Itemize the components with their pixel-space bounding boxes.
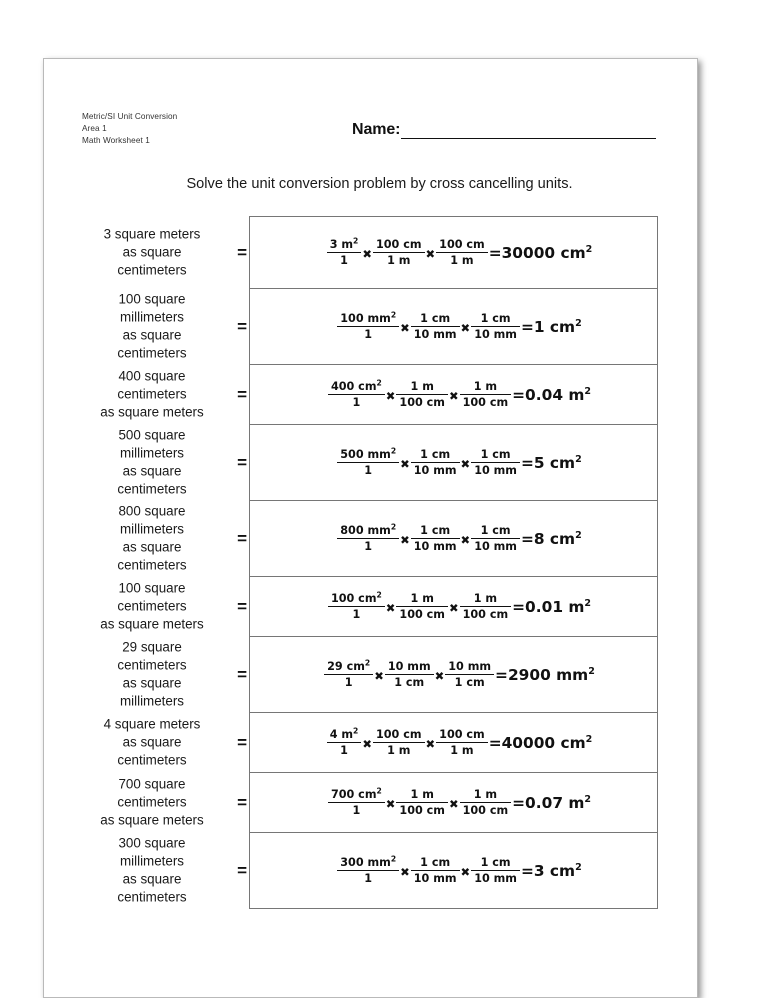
multiply-icon: ✖ [425,246,436,261]
multiply-icon: ✖ [400,456,410,471]
instruction-text: Solve the unit conversion problem by cross cancelling units. [186,176,573,192]
conversion-fraction [396,592,448,621]
fraction-denominator: 1 [344,676,353,689]
problem-row [117,289,657,365]
problem-prompt-line: as square [122,244,182,260]
conversion-fraction [445,660,494,689]
fraction-numerator-text: 700 cm [330,787,377,801]
fraction-denominator: 100 cm [462,396,509,409]
fraction-numerator-text: 1 cm [480,311,511,325]
fraction-numerator-text: 1 m [473,591,498,605]
conversion-result-exponent: 2 [588,665,595,677]
problem-prompt [77,775,227,830]
fraction-numerator [337,856,399,870]
conversion-result-text: =0.01 m [512,597,585,616]
fraction-numerator [417,856,453,870]
fraction-denominator: 1 [364,328,373,341]
fraction-numerator-text: 800 mm [340,523,391,537]
fraction-numerator-text: 29 cm [327,659,365,673]
conversion-result-text: =1 cm [520,317,576,336]
conversion-fraction [411,448,460,477]
conversion-equation [328,592,591,621]
fraction-numerator-text: 1 cm [420,447,451,461]
conversion-result-text: =40000 cm [488,733,586,752]
problem-prompt [77,834,227,907]
fraction-numerator [471,788,500,802]
multiply-icon: ✖ [362,736,372,751]
fraction-denominator: 1 [352,608,361,621]
problem-prompt-line: centimeters [117,557,187,573]
conversion-equation [337,448,581,477]
problem-prompt-line: as square meters [100,616,204,632]
conversion-result-exponent: 2 [575,453,582,465]
fraction-numerator-text: 300 mm [340,855,391,869]
fraction-numerator [324,660,373,674]
conversion-result-exponent: 2 [575,529,582,541]
conversion-result-text: =8 cm [520,529,576,548]
fraction-numerator-text: 100 mm [340,311,391,325]
conversion-equation [324,660,595,689]
fraction-numerator-text: 1 m [410,379,434,393]
problem-prompt-line: 400 square [118,368,186,384]
fraction-numerator [408,592,437,606]
fraction-numerator [373,238,425,252]
multiply-icon: ✖ [374,668,384,683]
fraction-numerator [328,380,385,394]
conversion-fraction [327,238,362,267]
conversion-result [512,386,591,404]
fraction-denominator: 10 mm [413,464,457,477]
fraction-numerator [337,448,399,462]
conversion-result-text: =0.04 m [512,385,585,404]
multiply-icon: ✖ [448,600,459,615]
conversion-fraction [411,524,460,553]
fraction-numerator-text: 100 cm [439,237,485,251]
problem-prompt-line: 100 square [118,580,186,596]
equals-sign: = [237,316,247,336]
fraction-numerator [445,660,494,674]
multiply-icon: ✖ [385,796,396,811]
conversion-fraction [411,312,460,341]
fraction-denominator: 1 [340,254,348,267]
meta-line-section: Area 1 [82,123,107,133]
conversion-equation [327,238,593,267]
conversion-fraction [460,788,512,817]
problem-prompt-line: as square [122,539,182,555]
fraction-numerator-text: 1 cm [420,523,451,537]
conversion-result-text: =2900 mm [495,665,589,684]
fraction-numerator [436,238,488,252]
conversion-fraction [471,448,520,477]
fraction-numerator-text: 10 mm [387,659,431,673]
problem-prompt-line: millimeters [120,521,184,537]
conversion-result-exponent: 2 [575,317,582,329]
problem-prompt-line: as square [122,871,182,887]
fraction-numerator-text: 1 m [410,787,434,801]
multiply-icon: ✖ [400,864,410,879]
problem-prompt-line: centimeters [117,657,187,673]
conversion-result-exponent: 2 [575,861,582,873]
fraction-numerator-exponent: 2 [364,658,371,668]
problem-row [117,637,657,713]
problem-prompt [77,225,227,280]
conversion-fraction [396,788,448,817]
conversion-result [489,734,593,752]
fraction-numerator-exponent: 2 [390,854,397,864]
problem-prompt-line: centimeters [117,481,187,497]
problem-prompt-line: 300 square [118,835,186,851]
conversion-fraction [337,448,399,477]
problem-row [103,217,657,289]
fraction-numerator [337,524,399,538]
fraction-denominator: 100 cm [399,608,445,621]
fraction-numerator-exponent: 2 [376,590,382,600]
fraction-numerator-text: 1 cm [420,311,451,325]
fraction-denominator: 1 [352,804,361,817]
multiply-icon: ✖ [362,246,372,261]
problem-prompt-line: millimeters [120,309,184,325]
name-label: Name: [352,121,401,138]
fraction-denominator: 1 [340,744,348,757]
multiply-icon: ✖ [460,320,471,335]
fraction-denominator: 100 cm [462,804,509,817]
worksheet-page [43,58,698,998]
problem-prompt-line: as square meters [100,404,204,420]
conversion-fraction [436,728,488,757]
fraction-denominator: 1 cm [454,676,485,689]
conversion-equation [328,788,591,817]
conversion-fraction [373,238,425,267]
fraction-numerator-text: 500 mm [340,447,391,461]
conversion-fraction [471,312,520,341]
equals-sign: = [237,664,247,684]
conversion-result [495,666,595,684]
name-field [352,121,656,139]
conversion-result [512,598,591,616]
fraction-denominator: 1 cm [394,676,425,689]
fraction-numerator-text: 1 cm [480,855,511,869]
conversion-fraction [385,660,434,689]
conversion-fraction [471,524,520,553]
fraction-numerator-text: 100 cm [439,727,485,741]
problem-prompt-line: centimeters [117,794,187,810]
fraction-denominator: 100 cm [399,396,445,409]
fraction-denominator: 10 mm [474,872,517,885]
fraction-numerator [417,448,453,462]
problem-prompt-line: as square [122,675,182,691]
fraction-numerator-text: 1 cm [480,447,511,461]
conversion-fraction [327,728,362,757]
conversion-equation [337,524,581,553]
multiply-icon: ✖ [448,796,459,811]
problem-prompt [77,367,227,422]
problem-row [103,713,657,773]
problem-prompt-line: millimeters [120,693,184,709]
multiply-icon: ✖ [385,600,396,615]
equals-sign: = [237,452,247,472]
problem-prompt-line: as square [122,327,182,343]
fraction-numerator [478,448,514,462]
fraction-numerator-text: 400 cm [330,379,377,393]
fraction-denominator: 1 [352,396,361,409]
fraction-numerator-exponent: 2 [376,786,382,796]
fraction-numerator-text: 100 cm [375,727,422,741]
fraction-numerator [417,524,453,538]
conversion-fraction [328,380,385,409]
conversion-result [521,454,582,472]
fraction-numerator-text: 1 cm [420,855,451,869]
conversion-fraction [436,238,488,267]
conversion-result-text: =3 cm [520,861,576,880]
equals-sign: = [237,732,247,752]
meta-line-worksheet: Math Worksheet 1 [82,135,150,145]
problem-prompt-line: millimeters [120,853,184,869]
fraction-numerator-exponent: 2 [390,310,397,320]
problem-row [117,425,657,501]
conversion-fraction [373,728,425,757]
multiply-icon: ✖ [385,388,396,403]
conversion-result-text: =0.07 m [512,793,585,812]
fraction-numerator-text: 1 m [473,379,498,393]
fraction-denominator: 1 m [450,254,474,267]
problem-prompt-line: millimeters [120,445,184,461]
fraction-numerator-exponent: 2 [390,446,397,456]
equals-sign: = [237,596,247,616]
fraction-numerator [408,788,437,802]
fraction-numerator [478,524,514,538]
equals-sign: = [237,528,247,548]
fraction-numerator-text: 1 cm [480,523,511,537]
conversion-result-exponent: 2 [584,597,592,609]
problem-prompt-line: centimeters [117,889,187,905]
conversion-fraction [396,380,448,409]
fraction-numerator-text: 10 mm [448,659,492,673]
problem-prompt-line: centimeters [117,752,187,768]
worksheet-meta-header [82,111,177,147]
fraction-numerator [417,312,453,326]
conversion-fraction [337,856,399,885]
conversion-result [521,862,582,880]
fraction-denominator: 1 m [387,744,411,757]
problem-prompt-line: centimeters [117,345,187,361]
fraction-numerator-exponent: 2 [353,236,359,246]
equals-sign: = [237,792,247,812]
fraction-numerator [327,728,362,742]
conversion-result [521,530,582,548]
problem-prompt [77,638,227,711]
conversion-result [512,794,591,812]
multiply-icon: ✖ [400,532,410,547]
conversion-fraction [328,592,385,621]
conversion-result [489,244,593,262]
fraction-numerator [471,380,500,394]
conversion-fraction [324,660,373,689]
problem-prompt-line: 3 square meters [103,226,201,242]
conversion-equation [327,728,593,757]
problem-row [117,833,657,909]
fraction-numerator-text: 100 cm [375,237,422,251]
problem-prompt-line: as square [122,734,182,750]
conversion-result-text: =5 cm [520,453,576,472]
conversion-fraction [337,524,399,553]
problem-prompt [77,290,227,363]
fraction-numerator [328,788,385,802]
conversion-equation [337,312,581,341]
problem-prompt-line: as square [122,463,182,479]
equals-sign: = [237,384,247,404]
fraction-numerator [478,312,514,326]
fraction-numerator [327,238,362,252]
conversion-fraction [337,312,399,341]
conversion-fraction [411,856,460,885]
problem-prompt-line: centimeters [117,262,187,278]
fraction-numerator-text: 100 cm [330,591,377,605]
fraction-numerator-exponent: 2 [390,522,397,532]
problem-prompt-line: 4 square meters [103,716,201,732]
problem-prompt-line: 800 square [118,503,186,519]
fraction-numerator-text: 4 m [329,727,354,741]
fraction-numerator [337,312,399,326]
fraction-numerator [436,728,488,742]
problem-prompt [77,579,227,634]
conversion-result-exponent: 2 [585,733,593,745]
fraction-denominator: 10 mm [474,464,517,477]
problem-prompt [77,502,227,575]
problem-row [100,365,657,425]
fraction-denominator: 10 mm [413,328,457,341]
fraction-numerator-exponent: 2 [353,726,359,736]
fraction-numerator [328,592,385,606]
problem-row [100,773,657,833]
multiply-icon: ✖ [460,532,471,547]
problem-row [100,577,657,637]
conversion-result-text: =30000 cm [488,243,586,262]
problem-row [117,501,657,577]
fraction-denominator: 1 [364,872,373,885]
fraction-numerator [373,728,425,742]
multiply-icon: ✖ [425,736,436,751]
fraction-numerator-text: 1 m [410,591,434,605]
problem-prompt-line: 100 square [118,291,186,307]
problem-prompt-line: centimeters [117,386,187,402]
fraction-denominator: 1 m [387,254,411,267]
fraction-denominator: 100 cm [399,804,445,817]
problem-prompt-line: centimeters [117,598,187,614]
conversion-result-exponent: 2 [584,793,592,805]
fraction-denominator: 1 [364,464,373,477]
name-input-line[interactable] [401,123,656,139]
conversion-fraction [328,788,385,817]
fraction-denominator: 1 [364,540,373,553]
fraction-numerator-text: 1 m [473,787,498,801]
conversion-result-exponent: 2 [584,385,592,397]
conversion-fraction [460,592,512,621]
problem-prompt-line: 700 square [118,776,186,792]
conversion-equation [337,856,581,885]
conversion-fraction [471,856,520,885]
fraction-denominator: 10 mm [413,872,457,885]
problem-prompt-line: as square meters [100,812,204,828]
meta-line-topic: Metric/SI Unit Conversion [82,112,178,121]
problem-prompt [77,426,227,499]
fraction-numerator [471,592,500,606]
multiply-icon: ✖ [460,456,471,471]
fraction-numerator [478,856,514,870]
conversion-result [521,318,582,336]
fraction-denominator: 1 m [450,744,474,757]
fraction-denominator: 10 mm [413,540,457,553]
multiply-icon: ✖ [400,320,410,335]
fraction-numerator-text: 3 m [329,237,354,251]
fraction-numerator-exponent: 2 [376,378,382,388]
fraction-denominator: 100 cm [462,608,509,621]
problem-prompt-line: 29 square [122,639,182,655]
fraction-numerator [385,660,434,674]
conversion-fraction [460,380,512,409]
multiply-icon: ✖ [434,668,445,683]
fraction-numerator [408,380,437,394]
equals-sign: = [237,860,247,880]
fraction-denominator: 10 mm [474,540,517,553]
problem-prompt-line: 500 square [118,427,186,443]
fraction-denominator: 10 mm [474,328,517,341]
problem-table [100,216,658,909]
multiply-icon: ✖ [448,388,459,403]
problem-prompt [77,715,227,770]
multiply-icon: ✖ [460,864,471,879]
equals-sign: = [237,242,247,262]
conversion-result-exponent: 2 [585,243,593,255]
conversion-equation [328,380,591,409]
